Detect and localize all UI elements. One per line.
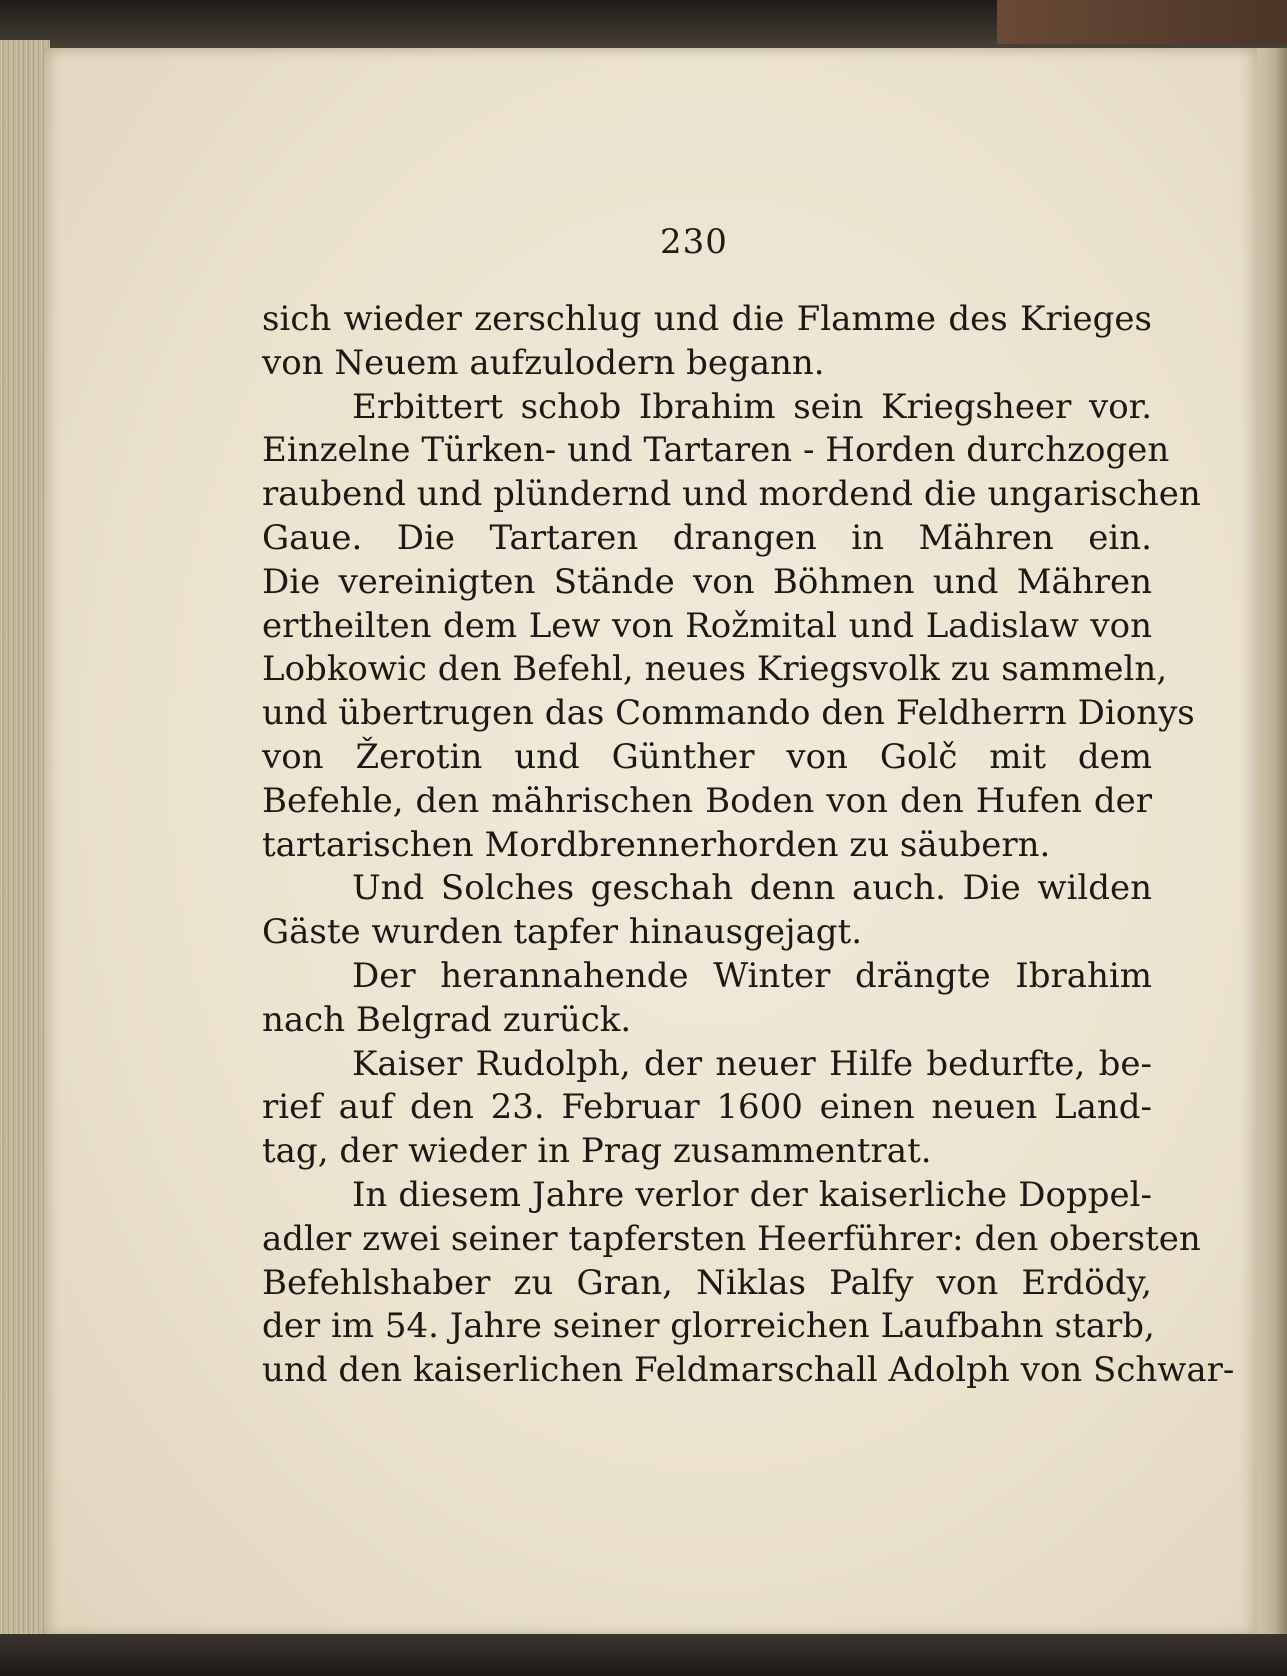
text-line: Einzelne Türken- und Tartaren - Horden durchzogen	[262, 430, 1170, 471]
text-line: von Žerotin und Günther von Golč mit dem	[262, 736, 1152, 777]
text-line: raubend und plündernd und mordend die ungarischen	[262, 474, 1201, 515]
text-line: Gaue. Die Tartaren drangen in Mähren ein.	[262, 517, 1152, 558]
book-top-edge	[0, 0, 1287, 48]
book-bottom-edge	[0, 1634, 1287, 1676]
text-line: sich wieder zerschlug und die Flamme des Krieges	[262, 299, 1152, 339]
body-text	[262, 298, 1235, 1393]
text-line: In diesem Jahre verlor der kaiserliche Doppel-	[352, 1174, 1152, 1215]
book-right-edge	[1257, 48, 1287, 1648]
text-line: Lobkowic den Befehl, neues Kriegsvolk zu sammeln,	[262, 649, 1168, 690]
paragraph	[262, 867, 1152, 955]
text-line: Erbittert schob Ibrahim sein Kriegsheer vor.	[352, 386, 1152, 427]
text-line: und den kaiserlichen Feldmarschall Adolph von Schwar-	[262, 1350, 1235, 1391]
text-line: der im 54. Jahre seiner glorreichen Laufbahn starb,	[262, 1306, 1155, 1347]
page-stack-left	[0, 40, 50, 1640]
text-line: nach Belgrad zurück.	[262, 999, 632, 1040]
text-line: Die vereinigten Stände von Böhmen und Mähren	[262, 561, 1152, 602]
text-line: von Neuem aufzulodern begann.	[262, 342, 825, 383]
text-line: und übertrugen das Commando den Feldherrn Dionys	[262, 693, 1195, 734]
text-line: Befehle, den mährischen Boden von den Hufen der	[262, 780, 1152, 821]
text-line: Gäste wurden tapfer hinausgejagt.	[262, 912, 862, 953]
text-line: ertheilten dem Lew von Rožmital und Ladislaw von	[262, 605, 1152, 646]
paragraph	[262, 955, 1152, 1043]
paragraph	[262, 298, 1152, 386]
paragraph	[262, 1043, 1152, 1174]
text-line: rief auf den 23. Februar 1600 einen neuen Land-	[262, 1087, 1152, 1128]
paragraph	[262, 386, 1201, 868]
text-line: Der herannahende Winter drängte Ibrahim	[352, 955, 1152, 996]
text-line: adler zwei seiner tapfersten Heerführer: den obersten	[262, 1218, 1201, 1259]
text-line: tag, der wieder in Prag zusammentrat.	[262, 1131, 932, 1172]
paragraph	[262, 1174, 1235, 1393]
text-line: Und Solches geschah denn auch. Die wilden	[352, 868, 1152, 909]
text-line: Befehlshaber zu Gran, Niklas Palfy von Erdödy,	[262, 1262, 1152, 1303]
text-line: Kaiser Rudolph, der neuer Hilfe bedurfte, be-	[352, 1043, 1152, 1084]
page-number: 230	[660, 222, 728, 262]
text-line: tartarischen Mordbrennerhorden zu säubern.	[262, 824, 1051, 865]
